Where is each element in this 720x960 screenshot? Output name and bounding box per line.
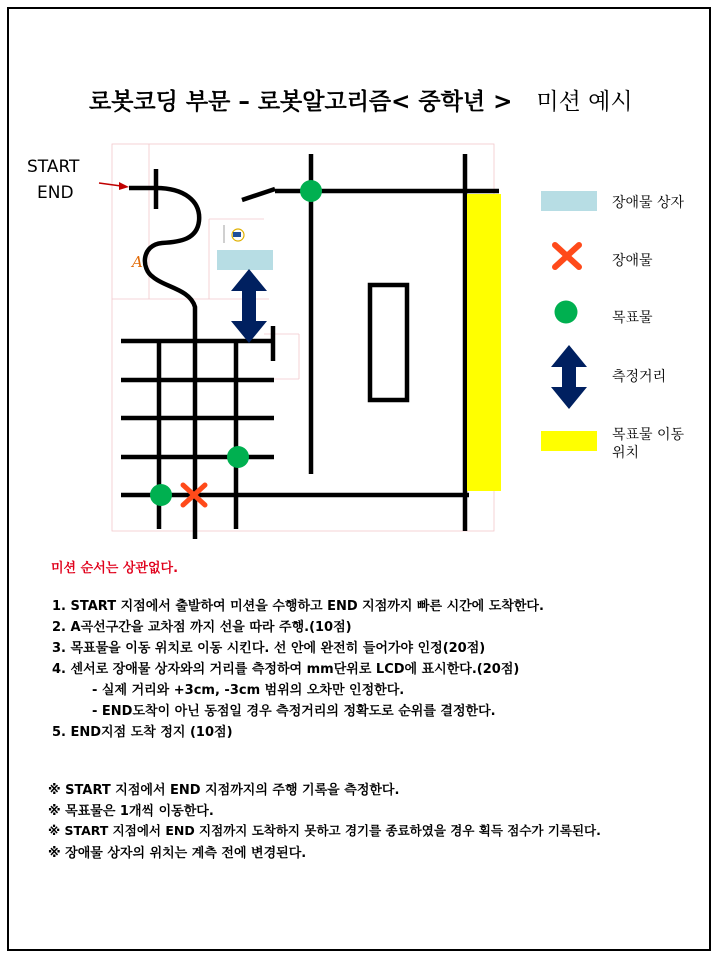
page-frame bbox=[7, 7, 711, 951]
step-3: 3. 목표물을 이동 위치로 이동 시킨다. 선 안에 완전히 들어가야 인정(20점) bbox=[52, 641, 486, 656]
step-4-sub-2: - END도착이 아닌 동점일 경우 측정거리의 정확도로 순위를 결정한다. bbox=[92, 704, 496, 719]
measure-arrow bbox=[231, 269, 267, 343]
end-label: END bbox=[37, 183, 74, 203]
legend-obstacle-x-icon bbox=[550, 240, 586, 272]
start-arrow-icon bbox=[99, 182, 129, 190]
map-grid bbox=[112, 144, 494, 531]
legend-zone-label-line1: 목표물 이동 bbox=[612, 427, 685, 443]
start-label: START bbox=[27, 157, 80, 177]
title-suffix: 미션 예시 bbox=[536, 89, 633, 115]
title-main: 로봇코딩 부문 – 로봇알고리즘< 중학년 > bbox=[89, 89, 513, 115]
obstacle-box bbox=[217, 250, 273, 270]
remark-1: ※ START 지점에서 END 지점까지의 주행 기록을 측정한다. bbox=[48, 783, 400, 798]
curve-a-label: A bbox=[132, 253, 143, 271]
target-dot-middle bbox=[227, 446, 249, 468]
legend-obstacle-box-label: 장애물 상자 bbox=[612, 195, 685, 211]
step-4: 4. 센서로 장애물 상자와의 거리를 측정하여 mm단위로 LCD에 표시한다.(20점) bbox=[52, 662, 520, 677]
target-zone bbox=[467, 194, 501, 491]
target-dot-bottom bbox=[150, 484, 172, 506]
step-2: 2. A곡선구간을 교차점 까지 선을 따라 주행.(10점) bbox=[52, 620, 352, 635]
step-1: 1. START 지점에서 출발하여 미션을 수행하고 END 지점까지 빠른 시간에 도착한다. bbox=[52, 599, 544, 614]
step-5: 5. END지점 도착 정지 (10점) bbox=[52, 725, 233, 740]
legend-obstacle-label: 장애물 bbox=[612, 253, 653, 269]
remark-2: ※ 목표물은 1개씩 이동한다. bbox=[48, 804, 214, 819]
remark-4: ※ 장애물 상자의 위치는 계측 전에 변경된다. bbox=[48, 846, 307, 861]
legend-target-label: 목표물 bbox=[612, 310, 653, 326]
legend-target-dot-icon bbox=[553, 299, 579, 325]
curve-a-track bbox=[145, 188, 199, 539]
legend-measure-label: 측정거리 bbox=[612, 369, 667, 385]
target-zone-swatch bbox=[541, 431, 597, 451]
robot-sensor-icon bbox=[224, 225, 244, 243]
order-note: 미션 순서는 상관없다. bbox=[51, 561, 179, 576]
target-dot-top bbox=[300, 180, 322, 202]
legend-zone-label-line2: 위치 bbox=[612, 445, 640, 461]
center-rectangle bbox=[370, 285, 407, 400]
track-map bbox=[89, 139, 509, 539]
obstacle-box-swatch bbox=[541, 191, 597, 211]
step-4-sub-1: - 실제 거리와 +3cm, -3cm 범위의 오차만 인정한다. bbox=[92, 683, 405, 698]
remark-3: ※ START 지점에서 END 지점까지 도착하지 못하고 경기를 종료하였을 경우 획득 점수가 기록된다. bbox=[48, 823, 601, 838]
legend-measure-arrow-icon bbox=[551, 345, 587, 409]
page-title bbox=[89, 83, 633, 116]
